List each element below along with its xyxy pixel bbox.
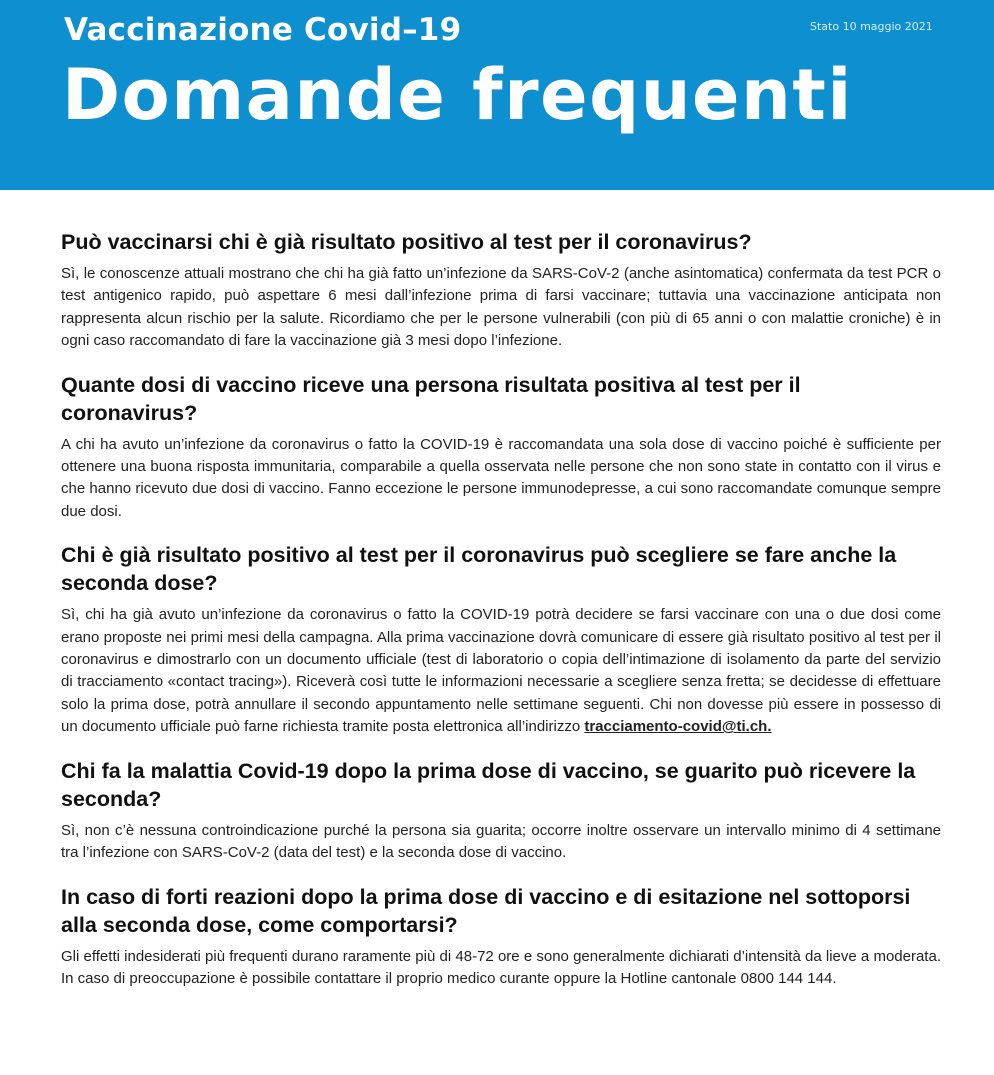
header-subtitle: Vaccinazione Covid–19 <box>64 12 462 48</box>
faq-question: Chi è già risultato positivo al test per il coronavirus può scegliere se fare anche la seconda dose? <box>61 543 897 596</box>
faq-answer: Sì, le conoscenze attuali mostrano che chi ha già fatto un’infezione da SARS-CoV-2 (anche asintomatica) confermata da test PCR o test antigenico rapido, può aspettare 6 mesi dall’infezione prima di farsi vaccinare; tuttavia una vaccinazione anticipata non rappresenta alcun rischio per la salute. Ricordiamo che per le persone vulnerabili (con più di 65 anni o con malattie croniche) è in ogni caso raccomandato di fare la vaccinazione già 3 mesi dopo l’infezione. <box>61 265 941 350</box>
document-date: Stato 10 maggio 2021 <box>810 20 933 33</box>
faq-answer-container <box>61 604 941 738</box>
faq-item-2 <box>61 371 941 524</box>
faq-question: Chi fa la malattia Covid-19 dopo la prima dose di vaccino, se guarito può ricevere la seconda? <box>61 758 916 811</box>
faq-question: Può vaccinarsi chi è già risultato positivo al test per il coronavirus? <box>61 230 752 254</box>
page-header <box>0 0 994 190</box>
faq-answer: A chi ha avuto un’infezione da coronavirus o fatto la COVID-19 è raccomandata una sola dose di vaccino poiché è sufficiente per ottenere una buona risposta immunitaria, comparabile a quella osservata nelle persone che non sono state in contatto con il virus e che hanno ricevuto due dosi di vaccino. Fanno eccezione le persone immunodepresse, a cui sono raccomandate comunque sempre due dosi. <box>61 435 941 520</box>
faq-question: Quante dosi di vaccino riceve una persona risultata positiva al test per il coronavirus? <box>61 372 801 425</box>
faq-question: In caso di forti reazioni dopo la prima dose di vaccino e di esitazione nel sottoporsi alla seconda dose, come comportarsi? <box>61 884 911 937</box>
faq-answer: Sì, non c’è nessuna controindicazione purché la persona sia guarita; occorre inoltre osservare un intervallo minimo di 4 settimane tra l’infezione con SARS-CoV-2 (data del test) e la seconda dose di vaccino. <box>61 821 941 862</box>
faq-item-1 <box>61 228 941 353</box>
page-title: Domande frequenti <box>62 54 853 136</box>
faq-item-3 <box>61 541 941 738</box>
faq-item-4 <box>61 757 941 865</box>
faq-answer: Gli effetti indesiderati più frequenti durano raramente più di 48-72 ore e sono generalmente dichiarati d’intensità da lieve a moderata. In caso di preoccupazione è possibile contattare il proprio medico curante oppure la Hotline cantonale 0800 144 144. <box>61 947 941 987</box>
email-link[interactable]: tracciamento-covid@ti.ch. <box>584 718 772 736</box>
faq-list <box>61 228 941 1008</box>
faq-item-5 <box>61 883 941 991</box>
faq-answer: Sì, chi ha già avuto un’infezione da coronavirus o fatto la COVID-19 potrà decidere se farsi vaccinare con una o due dosi come erano proposte nei primi mesi della campagna. Alla prima vaccinazione dovrà comunicare di essere già risultato positivo al test per il coronavirus e dimostrarlo con un documento ufficiale (test di laboratorio o copia dell’intimazione di isolamento da parte del servizio di tracciamento «contact tracing»). Riceverà così tutte le informazioni necessarie a scegliere senza fretta; se decidesse di effettuare solo la prima dose, potrà annullare il secondo appuntamento nelle settimane seguenti. Chi non dovesse più essere in possesso di un documento ufficiale può farne richiesta tramite posta elettronica all’indirizzo <box>61 606 941 736</box>
